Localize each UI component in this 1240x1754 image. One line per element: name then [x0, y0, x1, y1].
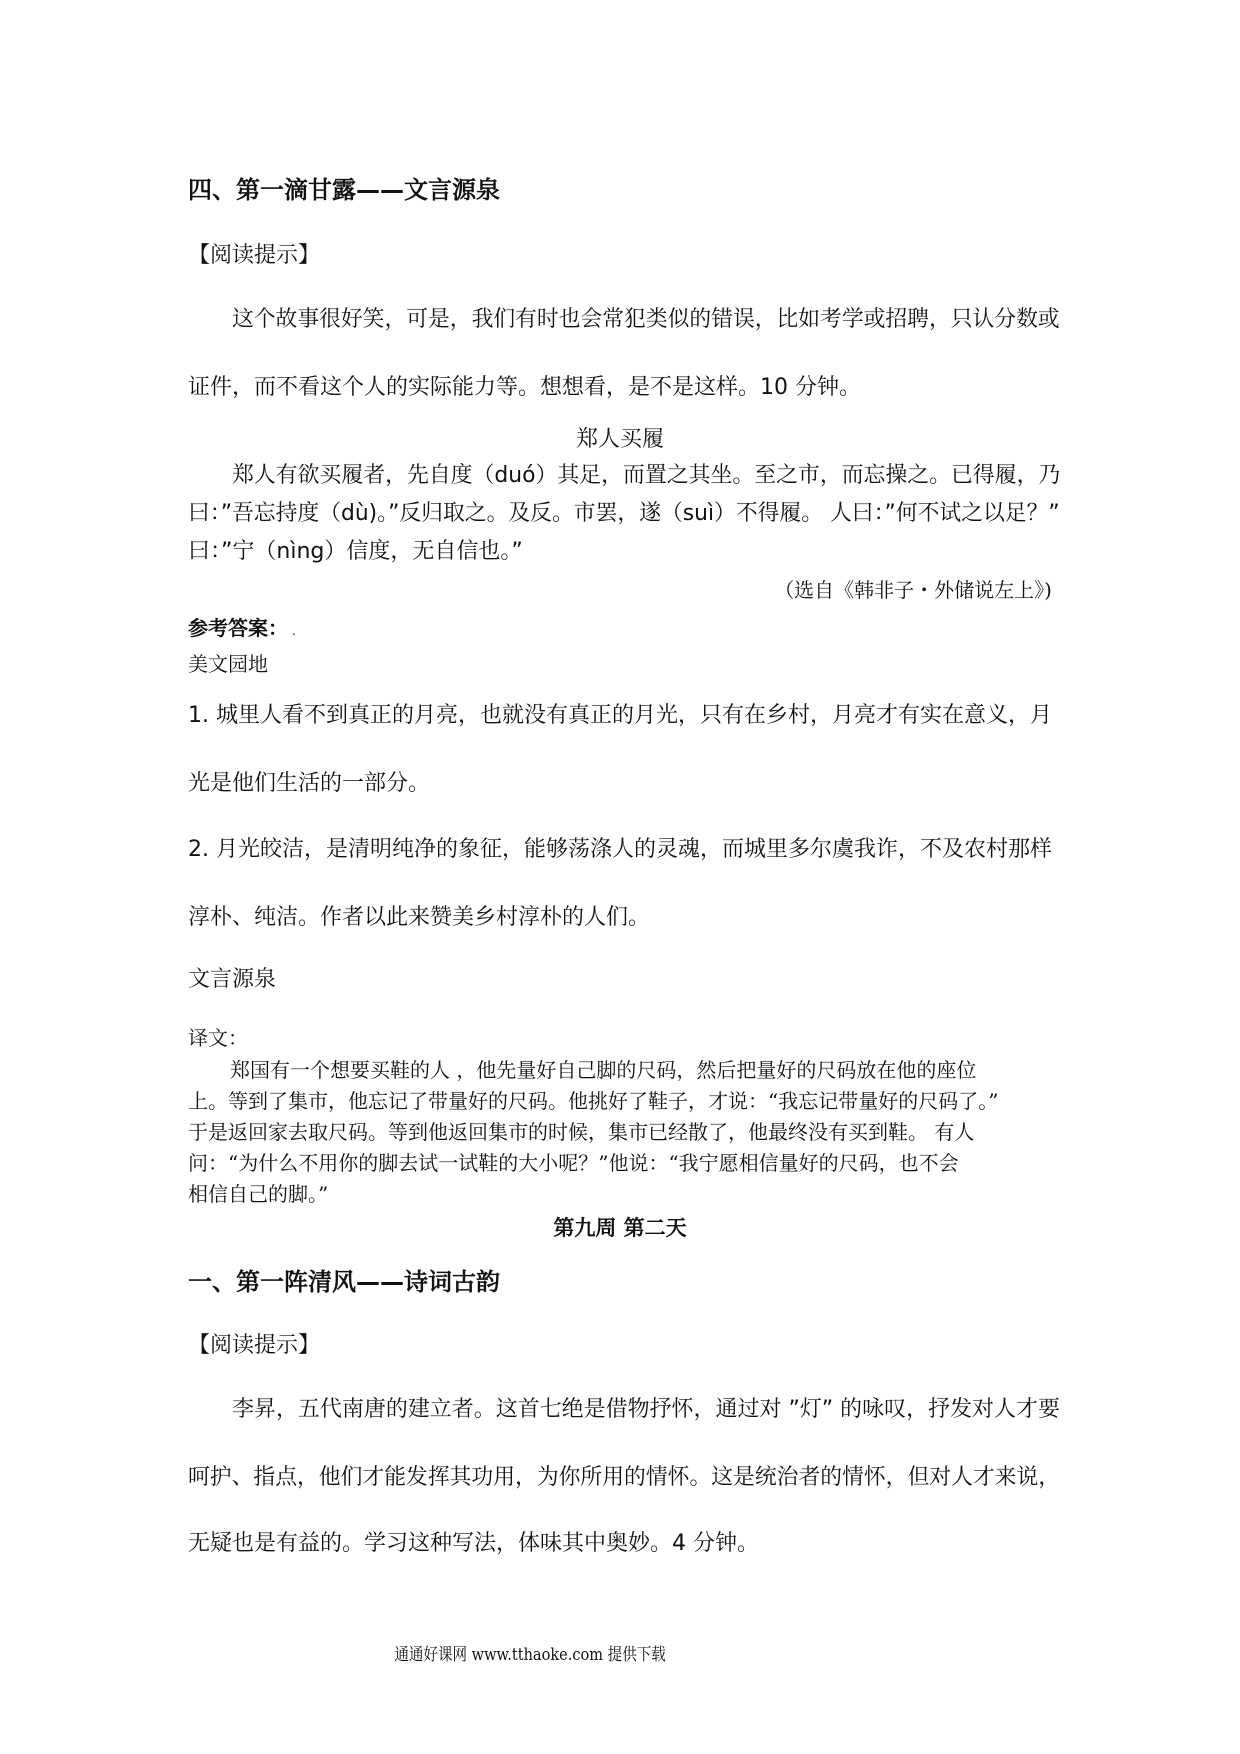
answers-subheading-1: 美文园地: [188, 652, 268, 676]
answers-subheading-2: 文言源泉: [188, 967, 277, 992]
section1-hint-label: 【阅读提示】: [188, 1333, 321, 1358]
answers-heading-dot: .: [292, 624, 296, 638]
story-line2: 曰：”吾忘持度（dù)。”反归取之。及反。市罢，遂（suì）不得履。 人曰：”何不试之以足？”: [188, 501, 1060, 526]
answer1-line2: 光是他们生活的一部分。: [188, 771, 431, 796]
answer2-line1: 2. 月光皎洁，是清明纯净的象征，能够荡涤人的灵魂，而城里多尔虞我诈，不及农村那样: [188, 837, 1052, 862]
story-source: （选自《韩非子・外储说左上》): [774, 578, 1052, 602]
answers-heading-text: 参考答案：: [188, 616, 288, 640]
section4-hint-line2: 证件，而不看这个人的实际能力等。想想看，是不是这样。10 分钟。: [188, 375, 861, 400]
translation-label: 译文：: [188, 1026, 248, 1050]
story-line1: 郑人有欲买履者，先自度（duó）其足，而置之其坐。至之市，而忘操之。已得履，乃: [232, 463, 1061, 488]
section4-hint-line1: 这个故事很好笑，可是，我们有时也会常犯类似的错误，比如考学或招聘，只认分数或: [232, 307, 1060, 332]
translation-line4: 问：“为什么不用你的脚去试一试鞋的大小呢？”他说：“我宁愿相信量好的尺码，也不会: [188, 1151, 959, 1175]
translation-line5: 相信自己的脚。”: [188, 1182, 329, 1206]
section1-hint-line3: 无疑也是有益的。学习这种写法，体味其中奥妙。4 分钟。: [188, 1531, 759, 1556]
story-title: 郑人买履: [575, 427, 664, 452]
translation-line1: 郑国有一个想要买鞋的人 ，他先量好自己脚的尺码，然后把量好的尺码放在他的座位: [230, 1058, 977, 1082]
section4-heading: 四、第一滴甘露——文言源泉: [188, 176, 500, 204]
section4-hint-label: 【阅读提示】: [188, 243, 321, 268]
section1-hint-line2: 呵护、指点，他们才能发挥其功用，为你所用的情怀。这是统治者的情怀，但对人才来说，: [188, 1465, 1061, 1490]
story-line3: 曰：”宁（nìng）信度，无自信也。”: [188, 539, 523, 564]
week-title: 第九周 第二天: [553, 1215, 687, 1240]
section1-heading: 一、第一阵清风——诗词古韵: [188, 1268, 500, 1296]
translation-line2: 上。等到了集市，他忘记了带量好的尺码。他挑好了鞋子，才说：“我忘记带量好的尺码了。”: [188, 1089, 999, 1113]
translation-line3: 于是返回家去取尺码。等到他返回集市的时候，集市已经散了，他最终没有买到鞋。 有人: [188, 1120, 975, 1144]
answer2-line2: 淳朴、纯洁。作者以此来赞美乡村淳朴的人们。: [188, 905, 651, 930]
section1-hint-line1: 李昇，五代南唐的建立者。这首七绝是借物抒怀，通过对 ”灯” 的咏叹，抒发对人才要: [232, 1397, 1060, 1422]
answers-heading: [188, 612, 296, 641]
footer-text: 通通好课网 www.tthaoke.com 提供下载: [394, 1645, 666, 1665]
answer1-line1: 1. 城里人看不到真正的月亮，也就没有真正的月光，只有在乡村，月亮才有实在意义，月: [188, 703, 1052, 728]
